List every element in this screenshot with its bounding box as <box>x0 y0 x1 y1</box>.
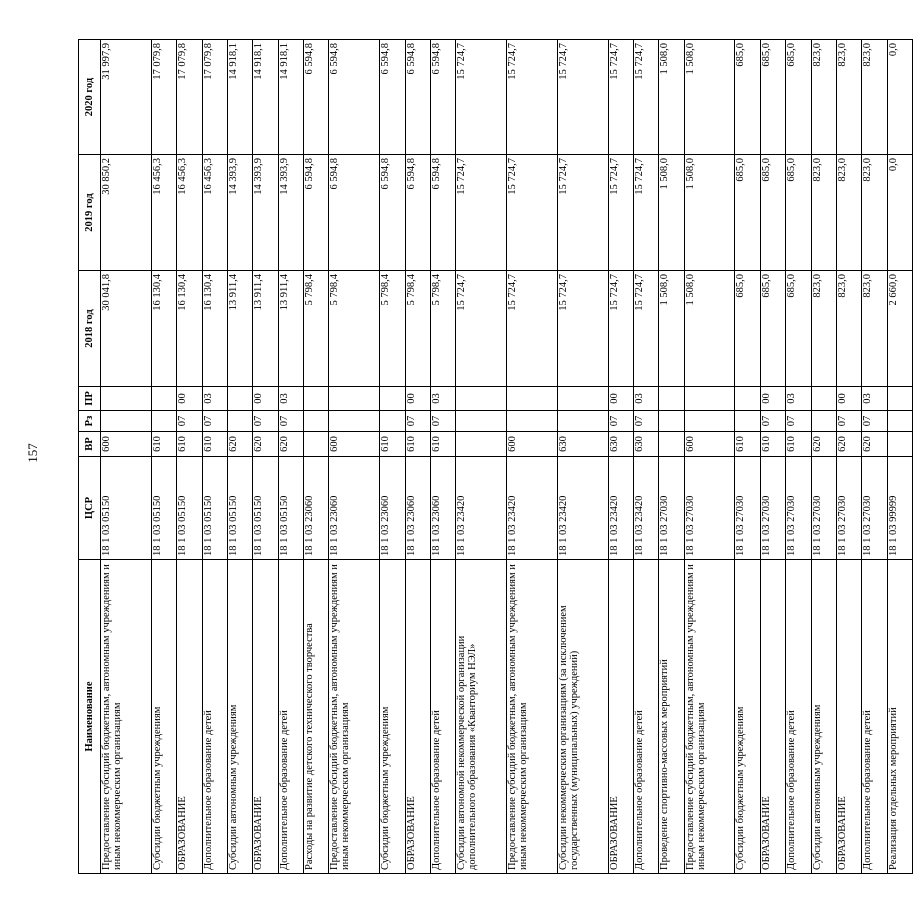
cell-rz <box>811 411 836 432</box>
cell-rz <box>735 411 760 432</box>
cell-vr: 620 <box>253 432 278 457</box>
cell-vr: 600 <box>507 432 558 457</box>
table-row <box>633 40 658 874</box>
cell-csr: 18 1 03 23060 <box>329 457 380 560</box>
cell-vr: 610 <box>786 432 811 457</box>
cell-2020: 6 594,8 <box>405 40 430 155</box>
cell-2019: 6 594,8 <box>329 155 380 271</box>
budget-table <box>78 39 913 874</box>
cell-2018: 30 041,8 <box>101 271 152 387</box>
table-row <box>836 40 861 874</box>
cell-csr: 18 1 03 05150 <box>202 457 227 560</box>
header-vr: ВР <box>79 432 101 457</box>
cell-rz: 07 <box>430 411 455 432</box>
cell-2018: 15 724,7 <box>507 271 558 387</box>
cell-vr: 600 <box>101 432 152 457</box>
cell-pr: 03 <box>786 387 811 411</box>
cell-2019: 30 850,2 <box>101 155 152 271</box>
cell-2019: 16 456,3 <box>177 155 202 271</box>
table-row <box>101 40 152 874</box>
cell-csr: 18 1 03 27030 <box>659 457 684 560</box>
cell-2019: 0,0 <box>887 155 912 271</box>
cell-2020: 823,0 <box>862 40 887 155</box>
table-row <box>430 40 455 874</box>
cell-2018: 16 130,4 <box>151 271 176 387</box>
cell-2020: 685,0 <box>786 40 811 155</box>
table-row <box>456 40 507 874</box>
cell-rz: 07 <box>836 411 861 432</box>
cell-2018: 1 508,0 <box>659 271 684 387</box>
cell-2018: 685,0 <box>786 271 811 387</box>
cell-2019: 14 393,9 <box>227 155 252 271</box>
cell-2019: 15 724,7 <box>557 155 608 271</box>
cell-name: ОБРАЗОВАНИЕ <box>405 560 430 874</box>
cell-2018: 685,0 <box>735 271 760 387</box>
cell-vr: 610 <box>151 432 176 457</box>
cell-vr: 610 <box>430 432 455 457</box>
header-rz: Рз <box>79 411 101 432</box>
cell-name: Предоставление субсидий бюджетным, автономным учреждениям и иным некоммерческим организациям <box>507 560 558 874</box>
cell-pr: 00 <box>760 387 785 411</box>
cell-pr: 00 <box>836 387 861 411</box>
cell-csr: 18 1 03 99999 <box>887 457 912 560</box>
cell-name: Предоставление субсидий бюджетным, автономным учреждениям и иным некоммерческим организациям <box>101 560 152 874</box>
cell-rz <box>101 411 152 432</box>
cell-csr: 18 1 03 27030 <box>811 457 836 560</box>
cell-name: Проведение спортивно-массовых мероприятий <box>659 560 684 874</box>
cell-2020: 685,0 <box>760 40 785 155</box>
cell-2020: 6 594,8 <box>329 40 380 155</box>
cell-vr <box>304 432 329 457</box>
cell-rz <box>329 411 380 432</box>
cell-2020: 14 918,1 <box>227 40 252 155</box>
cell-2018: 16 130,4 <box>202 271 227 387</box>
table-row <box>557 40 608 874</box>
cell-csr: 18 1 03 27030 <box>862 457 887 560</box>
cell-csr: 18 1 03 05150 <box>101 457 152 560</box>
cell-2020: 6 594,8 <box>304 40 329 155</box>
cell-name: ОБРАЗОВАНИЕ <box>253 560 278 874</box>
cell-pr <box>227 387 252 411</box>
cell-2020: 15 724,7 <box>507 40 558 155</box>
cell-csr: 18 1 03 23420 <box>557 457 608 560</box>
cell-2019: 6 594,8 <box>380 155 405 271</box>
table-row <box>659 40 684 874</box>
cell-name: Субсидии некоммерческим организациям (за исключением государственных (муниципальных) учреждений) <box>557 560 608 874</box>
cell-csr: 18 1 03 05150 <box>151 457 176 560</box>
cell-vr: 610 <box>405 432 430 457</box>
cell-csr: 18 1 03 05150 <box>278 457 303 560</box>
cell-2020: 15 724,7 <box>633 40 658 155</box>
table-body <box>101 40 913 874</box>
cell-rz: 07 <box>177 411 202 432</box>
cell-2019: 685,0 <box>786 155 811 271</box>
table-row <box>380 40 405 874</box>
cell-2018: 15 724,7 <box>633 271 658 387</box>
cell-2018: 13 911,4 <box>227 271 252 387</box>
cell-vr: 620 <box>227 432 252 457</box>
cell-name: Субсидии автономным учреждениям <box>227 560 252 874</box>
cell-csr: 18 1 03 23420 <box>507 457 558 560</box>
cell-2018: 5 798,4 <box>380 271 405 387</box>
cell-pr <box>456 387 507 411</box>
cell-pr <box>507 387 558 411</box>
cell-name: Дополнительное образование детей <box>278 560 303 874</box>
cell-2019: 16 456,3 <box>151 155 176 271</box>
table-row <box>760 40 785 874</box>
cell-2018: 5 798,4 <box>304 271 329 387</box>
cell-vr: 620 <box>836 432 861 457</box>
cell-2018: 823,0 <box>862 271 887 387</box>
cell-2019: 15 724,7 <box>608 155 633 271</box>
table-row <box>278 40 303 874</box>
cell-2018: 685,0 <box>760 271 785 387</box>
cell-vr: 630 <box>633 432 658 457</box>
cell-rz: 07 <box>760 411 785 432</box>
header-2019: 2019 год <box>79 155 101 271</box>
table-row <box>329 40 380 874</box>
cell-rz <box>507 411 558 432</box>
cell-name: ОБРАЗОВАНИЕ <box>177 560 202 874</box>
cell-csr: 18 1 03 27030 <box>836 457 861 560</box>
cell-pr: 00 <box>253 387 278 411</box>
cell-name: Дополнительное образование детей <box>786 560 811 874</box>
cell-2020: 15 724,7 <box>557 40 608 155</box>
cell-rz <box>380 411 405 432</box>
cell-name: ОБРАЗОВАНИЕ <box>760 560 785 874</box>
cell-pr <box>101 387 152 411</box>
cell-name: Дополнительное образование детей <box>633 560 658 874</box>
cell-csr: 18 1 03 27030 <box>786 457 811 560</box>
cell-vr: 620 <box>278 432 303 457</box>
cell-pr: 03 <box>202 387 227 411</box>
cell-2019: 6 594,8 <box>405 155 430 271</box>
cell-vr: 630 <box>557 432 608 457</box>
cell-pr: 00 <box>608 387 633 411</box>
cell-2020: 17 079,8 <box>177 40 202 155</box>
cell-csr: 18 1 03 05150 <box>253 457 278 560</box>
cell-vr: 610 <box>380 432 405 457</box>
cell-name: Дополнительное образование детей <box>430 560 455 874</box>
cell-name: Субсидии бюджетным учреждениям <box>380 560 405 874</box>
cell-2019: 6 594,8 <box>304 155 329 271</box>
cell-2019: 14 393,9 <box>278 155 303 271</box>
cell-vr: 630 <box>608 432 633 457</box>
cell-name: Субсидии автономной некоммерческой организации дополнительного образования «Кванториум НЭЛ» <box>456 560 507 874</box>
cell-csr: 18 1 03 23060 <box>430 457 455 560</box>
cell-pr: 00 <box>405 387 430 411</box>
header-2020: 2020 год <box>79 40 101 155</box>
table-row <box>227 40 252 874</box>
cell-vr: 610 <box>177 432 202 457</box>
table-row <box>608 40 633 874</box>
cell-pr <box>329 387 380 411</box>
table-row <box>862 40 887 874</box>
cell-2020: 15 724,7 <box>608 40 633 155</box>
cell-2020: 17 079,8 <box>151 40 176 155</box>
cell-pr: 03 <box>278 387 303 411</box>
cell-csr: 18 1 03 23060 <box>405 457 430 560</box>
cell-rz: 07 <box>633 411 658 432</box>
cell-2019: 15 724,7 <box>507 155 558 271</box>
cell-csr: 18 1 03 27030 <box>684 457 735 560</box>
cell-2018: 5 798,4 <box>405 271 430 387</box>
cell-2018: 823,0 <box>811 271 836 387</box>
cell-2019: 823,0 <box>836 155 861 271</box>
cell-2020: 31 997,9 <box>101 40 152 155</box>
table-row <box>684 40 735 874</box>
cell-csr: 18 1 03 23060 <box>380 457 405 560</box>
cell-rz: 07 <box>405 411 430 432</box>
table-row <box>507 40 558 874</box>
cell-2020: 0,0 <box>887 40 912 155</box>
cell-pr <box>887 387 912 411</box>
cell-csr: 18 1 03 23060 <box>304 457 329 560</box>
header-csr: ЦСР <box>79 457 101 560</box>
cell-pr <box>304 387 329 411</box>
cell-2018: 5 798,4 <box>329 271 380 387</box>
cell-2020: 823,0 <box>836 40 861 155</box>
cell-2018: 5 798,4 <box>430 271 455 387</box>
cell-2018: 13 911,4 <box>253 271 278 387</box>
cell-csr: 18 1 03 05150 <box>177 457 202 560</box>
cell-2019: 16 456,3 <box>202 155 227 271</box>
cell-2020: 823,0 <box>811 40 836 155</box>
cell-vr: 620 <box>811 432 836 457</box>
cell-2018: 15 724,7 <box>608 271 633 387</box>
cell-2020: 1 508,0 <box>659 40 684 155</box>
cell-2020: 17 079,8 <box>202 40 227 155</box>
cell-2019: 685,0 <box>735 155 760 271</box>
cell-2020: 14 918,1 <box>253 40 278 155</box>
cell-2020: 15 724,7 <box>456 40 507 155</box>
cell-rz <box>557 411 608 432</box>
cell-pr <box>735 387 760 411</box>
cell-2019: 15 724,7 <box>456 155 507 271</box>
cell-2019: 6 594,8 <box>430 155 455 271</box>
cell-name: ОБРАЗОВАНИЕ <box>836 560 861 874</box>
cell-name: Предоставление субсидий бюджетным, автономным учреждениям и иным некоммерческим организациям <box>329 560 380 874</box>
table-row <box>177 40 202 874</box>
cell-vr <box>659 432 684 457</box>
cell-name: Субсидии бюджетным учреждениям <box>151 560 176 874</box>
cell-pr <box>151 387 176 411</box>
cell-2020: 6 594,8 <box>380 40 405 155</box>
header-2018: 2018 год <box>79 271 101 387</box>
cell-name: Субсидии бюджетным учреждениям <box>735 560 760 874</box>
table-row <box>786 40 811 874</box>
cell-vr: 610 <box>760 432 785 457</box>
cell-pr <box>811 387 836 411</box>
cell-vr: 620 <box>862 432 887 457</box>
cell-rz <box>227 411 252 432</box>
table-row <box>735 40 760 874</box>
cell-csr: 18 1 03 27030 <box>760 457 785 560</box>
cell-pr <box>380 387 405 411</box>
cell-vr: 610 <box>735 432 760 457</box>
cell-2018: 15 724,7 <box>456 271 507 387</box>
cell-name: Реализация отдельных мероприятий <box>887 560 912 874</box>
cell-name: Субсидии автономным учреждениям <box>811 560 836 874</box>
cell-rz: 07 <box>278 411 303 432</box>
cell-rz: 07 <box>786 411 811 432</box>
cell-name: Предоставление субсидий бюджетным, автономным учреждениям и иным некоммерческим организациям <box>684 560 735 874</box>
cell-pr <box>557 387 608 411</box>
cell-pr: 03 <box>430 387 455 411</box>
cell-csr: 18 1 03 23420 <box>633 457 658 560</box>
cell-rz <box>456 411 507 432</box>
cell-pr <box>659 387 684 411</box>
cell-vr: 600 <box>329 432 380 457</box>
header-name: Наименование <box>79 560 101 874</box>
cell-rz <box>887 411 912 432</box>
cell-rz <box>659 411 684 432</box>
cell-vr: 610 <box>202 432 227 457</box>
cell-csr: 18 1 03 23420 <box>456 457 507 560</box>
cell-rz <box>684 411 735 432</box>
cell-2018: 13 911,4 <box>278 271 303 387</box>
cell-rz: 07 <box>862 411 887 432</box>
cell-2019: 823,0 <box>862 155 887 271</box>
table-container <box>78 40 899 874</box>
cell-2018: 15 724,7 <box>557 271 608 387</box>
table-row <box>202 40 227 874</box>
table-header-row <box>79 40 101 874</box>
cell-2020: 6 594,8 <box>430 40 455 155</box>
table-row <box>151 40 176 874</box>
cell-2019: 1 508,0 <box>684 155 735 271</box>
cell-name: Дополнительное образование детей <box>202 560 227 874</box>
cell-pr: 03 <box>862 387 887 411</box>
cell-2018: 1 508,0 <box>684 271 735 387</box>
cell-csr: 18 1 03 27030 <box>735 457 760 560</box>
header-pr: ПР <box>79 387 101 411</box>
table-row <box>253 40 278 874</box>
cell-2019: 1 508,0 <box>659 155 684 271</box>
cell-rz: 07 <box>608 411 633 432</box>
cell-2020: 14 918,1 <box>278 40 303 155</box>
cell-rz: 07 <box>253 411 278 432</box>
cell-2018: 2 660,0 <box>887 271 912 387</box>
cell-2020: 1 508,0 <box>684 40 735 155</box>
cell-rz <box>151 411 176 432</box>
cell-2018: 823,0 <box>836 271 861 387</box>
cell-pr: 00 <box>177 387 202 411</box>
cell-2019: 15 724,7 <box>633 155 658 271</box>
cell-name: Дополнительное образование детей <box>862 560 887 874</box>
cell-csr: 18 1 03 05150 <box>227 457 252 560</box>
cell-csr: 18 1 03 23420 <box>608 457 633 560</box>
cell-pr: 03 <box>633 387 658 411</box>
cell-vr <box>456 432 507 457</box>
cell-rz <box>304 411 329 432</box>
cell-2020: 685,0 <box>735 40 760 155</box>
cell-name: Расходы на развитие детского технического творчества <box>304 560 329 874</box>
table-row <box>811 40 836 874</box>
cell-pr <box>684 387 735 411</box>
table-row <box>887 40 912 874</box>
cell-name: ОБРАЗОВАНИЕ <box>608 560 633 874</box>
cell-2019: 823,0 <box>811 155 836 271</box>
cell-2019: 685,0 <box>760 155 785 271</box>
cell-vr <box>887 432 912 457</box>
cell-2019: 14 393,9 <box>253 155 278 271</box>
table-row <box>405 40 430 874</box>
cell-rz: 07 <box>202 411 227 432</box>
cell-vr: 600 <box>684 432 735 457</box>
table-row <box>304 40 329 874</box>
page-number: 157 <box>25 443 40 463</box>
cell-2018: 16 130,4 <box>177 271 202 387</box>
